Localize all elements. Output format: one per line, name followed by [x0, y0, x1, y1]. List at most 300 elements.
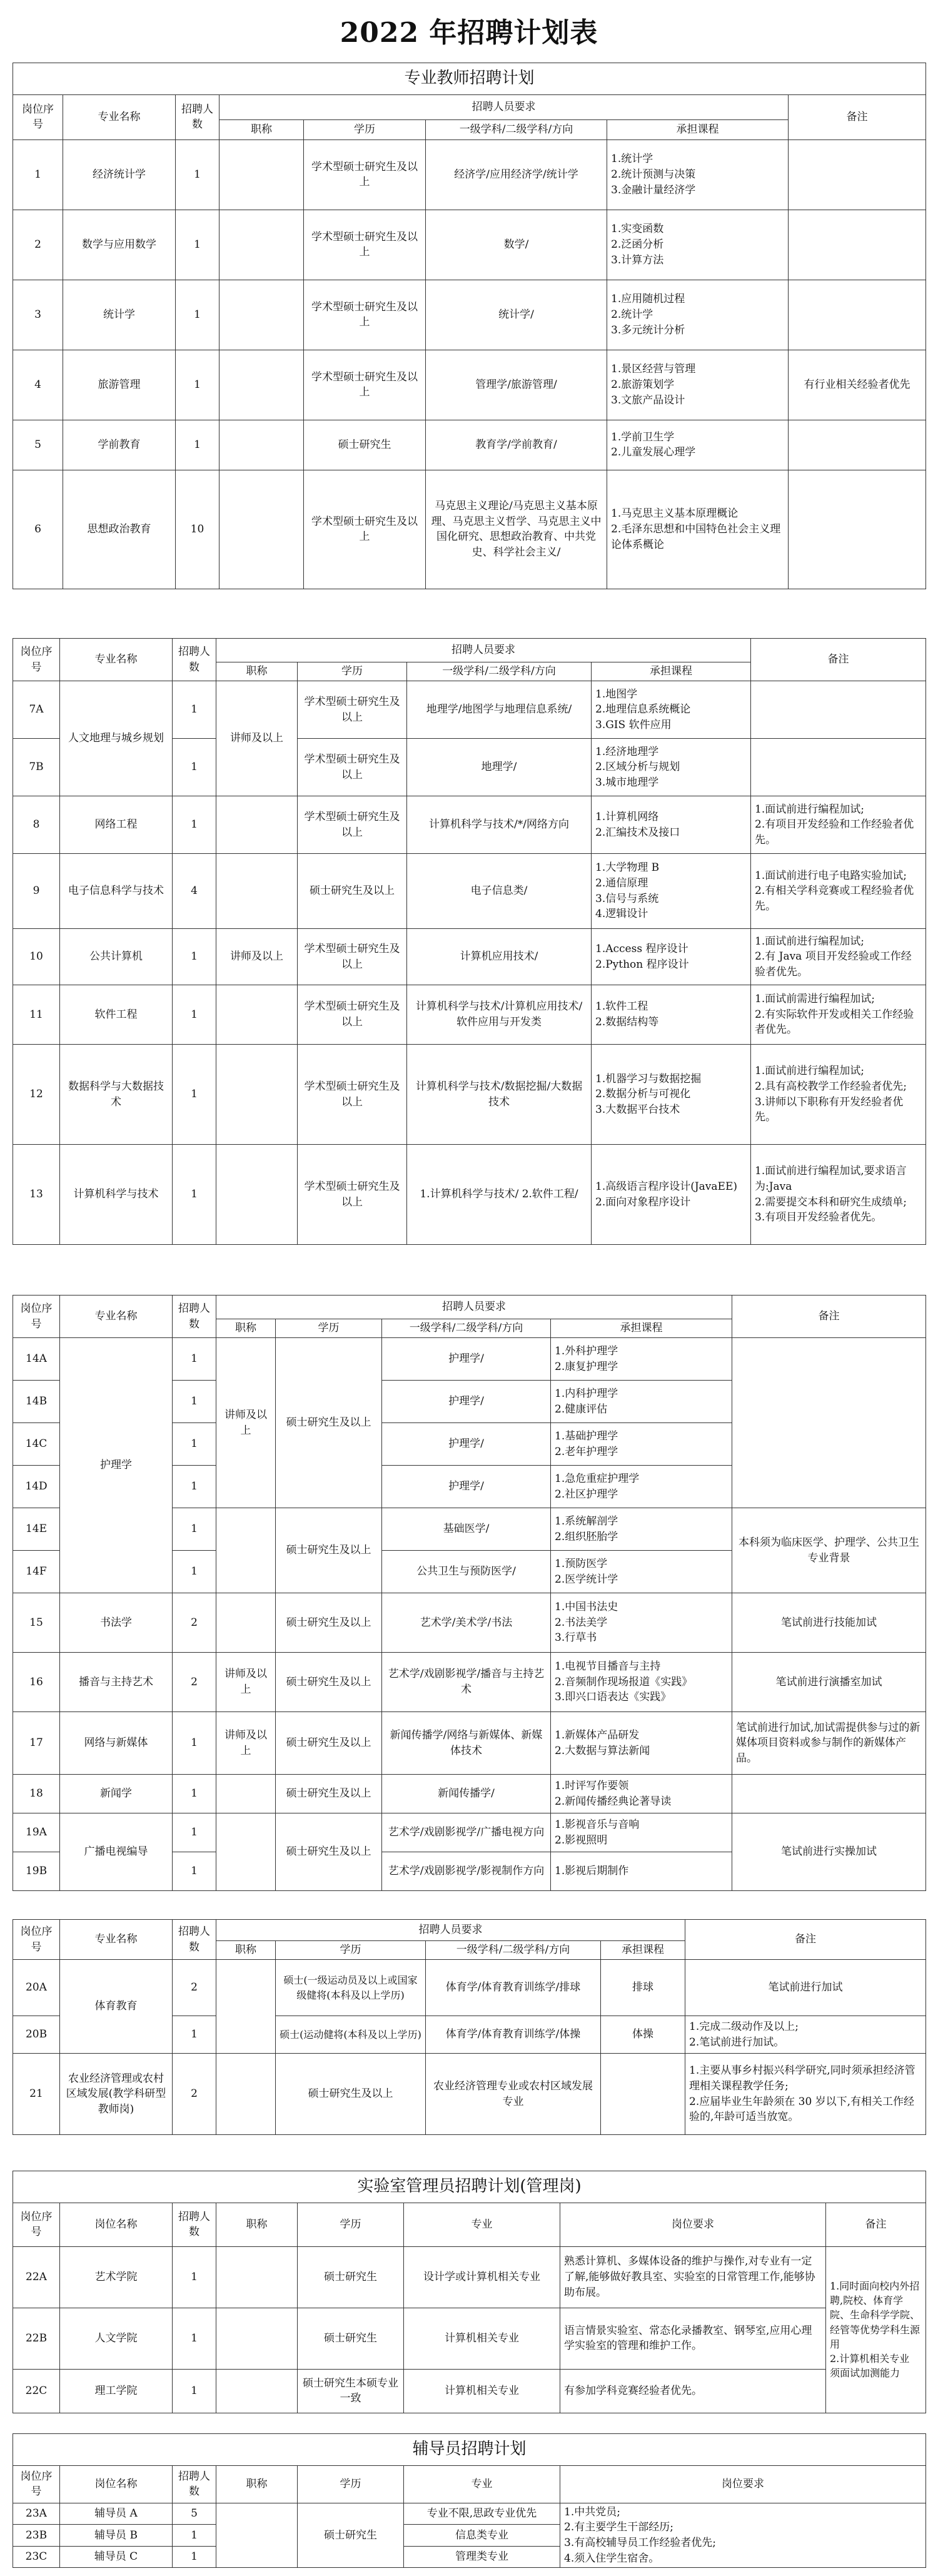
table-row: [13, 1338, 926, 1381]
table-cell: [219, 139, 304, 210]
table-cell: 1: [173, 1466, 216, 1508]
table-cell: 电子信息科学与技术: [60, 854, 173, 929]
table-cell: [551, 1852, 732, 1891]
table-cell: [751, 681, 926, 739]
column-header: 招聘人员要求: [216, 1296, 732, 1319]
table-row: [13, 1813, 926, 1852]
table-cell: [551, 1653, 732, 1712]
column-header: 岗位序号: [13, 2203, 60, 2246]
table-cell: 数学/: [426, 210, 607, 280]
table-cell: 硕士(运动健将(本科及以上学历): [276, 2016, 426, 2054]
table-cell: 硕士研究生及以上: [276, 1508, 382, 1593]
column-header: 专业: [404, 2203, 560, 2246]
table-cell: 硕士(一级运动员及以上或国家级健将(本科及以上学历): [276, 1960, 426, 2016]
table-cell: 笔试前进行演播室加试: [732, 1653, 926, 1712]
table-cell: 计算机应用技术/: [407, 929, 592, 985]
table-cell: 新闻传播学/: [382, 1775, 551, 1813]
table-cell: [592, 854, 751, 929]
table-cell: 排球: [601, 1960, 685, 2016]
column-header: 招聘人数: [173, 2465, 216, 2503]
column-header: 专业名称: [60, 1296, 173, 1338]
table-cell: 护理学/: [382, 1466, 551, 1508]
table-teacher-plan-3: [13, 1295, 926, 1891]
table-cell: 14C: [13, 1423, 60, 1466]
table-caption: 辅导员招聘计划: [13, 2434, 926, 2466]
table-cell: 1: [173, 1712, 216, 1775]
table-cell: [732, 1338, 926, 1508]
table-counselor-plan: [13, 2433, 926, 2568]
table-row: [13, 2171, 926, 2203]
column-header: 一级学科/二级学科/方向: [407, 662, 592, 681]
table-cell: 体育学/体育教育训练学/排球: [426, 1960, 601, 2016]
table-cell: 1: [173, 1338, 216, 1381]
table-cell: 管理类专业: [404, 2546, 560, 2568]
column-header: 学历: [298, 2465, 404, 2503]
list-item: 2.Python 程序设计: [595, 958, 689, 971]
list-item: 2.社区护理学: [555, 1488, 618, 1501]
table-row: [13, 1775, 926, 1813]
table-cell: [592, 796, 751, 854]
table-cell: 2: [173, 1653, 216, 1712]
table-cell: 思想政治教育: [63, 470, 176, 589]
table-cell: 公共卫生与预防医学/: [382, 1551, 551, 1593]
list-item: 1.面试前需进行编程加试;: [755, 993, 875, 1006]
list-item: 1.面试前进行编程加试;: [755, 803, 864, 816]
table-cell: 人文学院: [60, 2308, 173, 2369]
header-rank: 职称: [219, 119, 304, 139]
table-cell: 专业不限,思政专业优先: [404, 2503, 560, 2525]
column-header: 学历: [298, 2203, 404, 2246]
list-item: 2.泛函分析: [611, 238, 664, 251]
list-item: 3.计算方法: [611, 253, 664, 266]
list-item: 1.学前卫生学: [611, 430, 675, 444]
table-cell: 1: [173, 2016, 216, 2054]
table-cell: [751, 854, 926, 929]
table-cell: [216, 854, 298, 929]
table-cell: 1: [173, 929, 216, 985]
list-item: 1.面试前进行编程加试,要求语言为:Java: [755, 1165, 907, 1193]
table-cell: 硕士研究生本硕专业一致: [298, 2369, 404, 2413]
table-cell: 笔试前进行技能加试: [732, 1593, 926, 1653]
table-row: [13, 139, 926, 210]
table-cell: 学术型硕士研究生及以上: [298, 739, 407, 796]
table-cell: [219, 350, 304, 420]
table-cell: 硕士研究生: [304, 420, 426, 470]
table-row: [13, 2503, 926, 2525]
table-cell: 硕士研究生: [298, 2246, 404, 2308]
table-cell: [607, 350, 789, 420]
table-cell: 学术型硕士研究生及以上: [304, 139, 426, 210]
table-cell: [607, 470, 789, 589]
table-cell: 讲师及以上: [216, 929, 298, 985]
table-cell: 网络与新媒体: [60, 1712, 173, 1775]
table-cell: 本科须为临床医学、护理学、公共卫生专业背景: [732, 1508, 926, 1593]
table-row: [13, 2369, 926, 2413]
table-cell: [216, 2308, 298, 2369]
list-item: 2.医学统计学: [555, 1573, 618, 1586]
column-header: 岗位序号: [13, 2465, 60, 2503]
table-cell: 学术型硕士研究生及以上: [298, 1145, 407, 1245]
table-row: [13, 796, 926, 854]
list-item: 3.有高校辅导员工作经验者优先;: [564, 2536, 716, 2549]
table-cell: 硕士研究生及以上: [276, 2054, 426, 2135]
column-header: 岗位要求: [560, 2465, 926, 2503]
table-cell: 14A: [13, 1338, 60, 1381]
list-item: 1.地图学: [595, 687, 638, 701]
table-cell: 学术型硕士研究生及以上: [304, 280, 426, 350]
table-cell: 22B: [13, 2308, 60, 2369]
table-cell: 体操: [601, 2016, 685, 2054]
table-row: [13, 420, 926, 470]
list-item: 2.健康评估: [555, 1402, 608, 1416]
list-item: 1.统计学: [611, 153, 653, 166]
table-cell: 体育学/体育教育训练学/体操: [426, 2016, 601, 2054]
table-cell: 2: [173, 1960, 216, 2016]
table-cell: [551, 1813, 732, 1852]
table-cell: 护理学/: [382, 1381, 551, 1423]
list-item: 3.行草书: [555, 1631, 597, 1645]
table-cell: 地理学/地图学与地理信息系统/: [407, 681, 592, 739]
table-cell: 经济统计学: [63, 139, 176, 210]
table-cell: 统计学/: [426, 280, 607, 350]
table-cell: [551, 1508, 732, 1551]
table-cell: [216, 1813, 276, 1891]
list-item: 1.影视音乐与音响: [555, 1818, 640, 1831]
list-item: 1.新媒体产品研发: [555, 1728, 640, 1742]
list-item: 1.系统解剖学: [555, 1514, 618, 1528]
table-cell: 1: [176, 420, 219, 470]
table-cell: 21: [13, 2054, 60, 2135]
table-cell: 计算机相关专业: [404, 2308, 560, 2369]
table-cell: 6: [13, 470, 63, 589]
table-cell: 学术型硕士研究生及以上: [298, 1045, 407, 1145]
table-cell: 2: [13, 210, 63, 280]
list-item: 2.有相关学科竞赛或工程经验者优先。: [755, 885, 914, 913]
table-cell: [551, 1775, 732, 1813]
table-cell: [592, 985, 751, 1045]
table-row: [13, 1920, 926, 1941]
table-row: [13, 1653, 926, 1712]
table-row: [13, 350, 926, 420]
table-cell: 计算机科学与技术/数据挖掘/大数据技术: [407, 1045, 592, 1145]
list-item: 须面试加测能力: [830, 2367, 900, 2380]
column-header: 备注: [826, 2203, 926, 2246]
list-item: 2.康复护理学: [555, 1360, 618, 1373]
table-cell: 19A: [13, 1813, 60, 1852]
table-cell: [219, 420, 304, 470]
table-cell: 辅导员 A: [60, 2503, 173, 2525]
table-cell: 1: [173, 2369, 216, 2413]
column-header: 专业名称: [60, 639, 173, 681]
table-cell: 设计学或计算机相关专业: [404, 2246, 560, 2308]
table-cell: [551, 1381, 732, 1423]
table-cell: 有参加学科竞赛经验者优先。: [560, 2369, 826, 2413]
document-title: 2022 年招聘计划表: [340, 17, 598, 49]
table-cell: 电子信息类/: [407, 854, 592, 929]
column-header: 专业: [404, 2465, 560, 2503]
table-cell: 农业经济管理或农村区域发展(教学科研型教师岗): [60, 2054, 173, 2135]
column-header: 招聘人员要求: [216, 639, 751, 662]
header-note: 备注: [789, 94, 926, 139]
header-major: 专业名称: [63, 94, 176, 139]
table-cell: 讲师及以上: [216, 1338, 276, 1508]
table-cell: 艺术学/戏剧影视学/广播电视方向: [382, 1813, 551, 1852]
list-item: 1.基础护理学: [555, 1429, 618, 1443]
list-item: 1.中国书法史: [555, 1601, 618, 1614]
table-cell: [219, 470, 304, 589]
table-cell: [592, 1145, 751, 1245]
table-cell: 硕士研究生: [298, 2308, 404, 2369]
column-header: 职称: [216, 2203, 298, 2246]
header-disc: 一级学科/二级学科/方向: [426, 119, 607, 139]
table-cell: 1: [173, 1508, 216, 1551]
table-cell: 16: [13, 1653, 60, 1712]
table-cell: 15: [13, 1593, 60, 1653]
table-cell: [592, 929, 751, 985]
table-cell: 13: [13, 1145, 60, 1245]
table-teacher-plan-4: [13, 1919, 926, 2135]
list-item: 1.急危重症护理学: [555, 1472, 640, 1485]
table-cell: 经济学/应用经济学/统计学: [426, 139, 607, 210]
list-item: 1.中共党员;: [564, 2505, 620, 2518]
list-item: 3.讲师以下职称有开发经验者优先。: [755, 1095, 904, 1124]
list-item: 2.儿童发展心理学: [611, 446, 696, 459]
table-cell: 20A: [13, 1960, 60, 2016]
table-cell: [607, 280, 789, 350]
table-row: [13, 1145, 926, 1245]
table-row: [13, 2465, 926, 2503]
table-cell: 数据科学与大数据技术: [60, 1045, 173, 1145]
column-header: 备注: [685, 1920, 926, 1960]
table-cell: 马克思主义理论/马克思主义基本原理、马克思主义哲学、马克思主义中国化研究、思想政治教育、中共党史、科学社会主义/: [426, 470, 607, 589]
table-cell: [592, 1045, 751, 1145]
table-cell: 硕士研究生及以上: [276, 1775, 382, 1813]
table-cell: 8: [13, 796, 60, 854]
column-header: 招聘人数: [173, 2203, 216, 2246]
list-item: 2.汇编技术及接口: [595, 826, 680, 839]
table-cell: 艺术学院: [60, 2246, 173, 2308]
table-cell: 14F: [13, 1551, 60, 1593]
table-row: [13, 854, 926, 929]
column-header: 学历: [276, 1319, 382, 1338]
list-item: 3.GIS 软件应用: [595, 718, 672, 731]
table-row: [13, 985, 926, 1045]
table-lab-admin-plan: [13, 2171, 926, 2413]
list-item: 2.有实际软件开发或相关工作经验者优先。: [755, 1008, 914, 1037]
list-item: 1.完成二级动作及以上;: [689, 2020, 799, 2033]
table-cell: 熟悉计算机、多媒体设备的维护与操作,对专业有一定了解,能够做好教具室、实验室的日常管理工作,能够协助布展。: [560, 2246, 826, 2308]
table-cell: [607, 210, 789, 280]
table-cell: 护理学/: [382, 1338, 551, 1381]
table-cell: 20B: [13, 2016, 60, 2054]
table-cell: 12: [13, 1045, 60, 1145]
table-row: [13, 94, 926, 119]
list-item: 2.应届毕业生年龄须在 30 岁以下,有相关工作经验的,年龄可适当放宽。: [689, 2095, 915, 2124]
list-item: 1.应用随机过程: [611, 293, 685, 306]
table-cell: 硕士研究生及以上: [276, 1338, 382, 1508]
column-header: 备注: [732, 1296, 926, 1338]
column-header: 岗位序号: [13, 1920, 60, 1960]
table-cell: 学术型硕士研究生及以上: [304, 210, 426, 280]
table-cell: [607, 139, 789, 210]
column-header: 招聘人数: [173, 1920, 216, 1960]
table-cell: 体育教育: [60, 1960, 173, 2054]
table-cell: 7A: [13, 681, 60, 739]
table-cell: 1: [173, 1045, 216, 1145]
table-cell: [826, 2246, 926, 2413]
table-cell: 学术型硕士研究生及以上: [304, 350, 426, 420]
list-item: 1.高级语言程序设计(JavaEE): [595, 1180, 737, 1193]
table-cell: 18: [13, 1775, 60, 1813]
table-cell: 讲师及以上: [216, 1712, 276, 1775]
table-cell: [216, 1508, 276, 1593]
list-item: 1.预防医学: [555, 1557, 608, 1570]
table-row: [13, 1593, 926, 1653]
table-cell: 旅游管理: [63, 350, 176, 420]
table-cell: [601, 2054, 685, 2135]
table-cell: 信息类专业: [404, 2525, 560, 2547]
table-cell: [216, 1775, 276, 1813]
table-cell: [219, 280, 304, 350]
table-cell: [216, 2369, 298, 2413]
table-cell: 艺术学/美术学/书法: [382, 1593, 551, 1653]
list-item: 1.Access 程序设计: [595, 942, 688, 955]
table-cell: [751, 1045, 926, 1145]
list-item: 1.实变函数: [611, 223, 664, 236]
table-row: [13, 1960, 926, 2016]
list-item: 2.书法美学: [555, 1616, 608, 1629]
table-cell: 23C: [13, 2546, 60, 2568]
table-cell: 笔试前进行加试,加试需提供参与过的新媒体项目资料或参与制作的新媒体产品。: [732, 1712, 926, 1775]
table-cell: [732, 1775, 926, 1813]
table-cell: 书法学: [60, 1593, 173, 1653]
list-item: 1.主要从事乡村振兴科学研究,同时须承担经济管理相关课程教学任务;: [689, 2064, 915, 2092]
table-cell: 笔试前进行实操加试: [732, 1813, 926, 1891]
table-cell: 4: [13, 350, 63, 420]
table-cell: 艺术学/戏剧影视学/影视制作方向: [382, 1852, 551, 1891]
list-item: 1.影视后期制作: [555, 1865, 629, 1878]
list-item: 2.老年护理学: [555, 1445, 618, 1458]
list-item: 2.组织胚胎学: [555, 1530, 618, 1543]
table-cell: 5: [13, 420, 63, 470]
table-cell: 基础医学/: [382, 1508, 551, 1551]
list-item: 3.金融计量经济学: [611, 183, 696, 196]
column-header: 一级学科/二级学科/方向: [426, 1941, 601, 1960]
list-item: 2.新闻传播经典论著导读: [555, 1795, 672, 1808]
list-item: 2.有主要学生干部经历;: [564, 2521, 673, 2534]
table-cell: 有行业相关经验者优先: [789, 350, 926, 420]
table-cell: 1: [176, 139, 219, 210]
table-cell: [789, 139, 926, 210]
column-header: 备注: [751, 639, 926, 681]
table-cell: 学术型硕士研究生及以上: [298, 681, 407, 739]
table-cell: 讲师及以上: [216, 681, 298, 796]
list-item: 2.需要提交本科和研究生成绩单;: [755, 1195, 907, 1209]
list-item: 1.软件工程: [595, 1000, 648, 1013]
column-header: 学历: [298, 662, 407, 681]
table-cell: 1: [176, 210, 219, 280]
list-item: 1.马克思主义基本原理概论: [611, 507, 739, 520]
list-item: 2.统计预测与决策: [611, 168, 696, 181]
table-cell: 艺术学/戏剧影视学/播音与主持艺术: [382, 1653, 551, 1712]
list-item: 1.内科护理学: [555, 1387, 618, 1400]
table-cell: 1: [173, 681, 216, 739]
table-cell: [551, 1338, 732, 1381]
table-cell: 广播电视编导: [60, 1813, 173, 1891]
table-cell: 1: [173, 1551, 216, 1593]
table-cell: 护理学: [60, 1338, 173, 1593]
table-row: [13, 280, 926, 350]
table-cell: 软件工程: [60, 985, 173, 1045]
table-cell: 硕士研究生及以上: [298, 854, 407, 929]
table-teacher-plan: [13, 63, 926, 589]
table-cell: 3: [13, 280, 63, 350]
column-header: 岗位序号: [13, 639, 60, 681]
table-row: [13, 681, 926, 739]
column-header: 岗位序号: [13, 1296, 60, 1338]
list-item: 3.即兴口语表达《实践》: [555, 1691, 672, 1704]
table-row: [13, 1045, 926, 1145]
table-cell: 1: [173, 2525, 216, 2547]
table-cell: [751, 1145, 926, 1245]
list-item: 2.通信原理: [595, 876, 648, 890]
table-cell: 计算机科学与技术/计算机应用技术/软件应用与开发类: [407, 985, 592, 1045]
table-cell: 1: [173, 1852, 216, 1891]
table-cell: 14E: [13, 1508, 60, 1551]
list-item: 1.大学物理 B: [595, 861, 660, 875]
table-cell: 17: [13, 1712, 60, 1775]
table-row: [13, 2434, 926, 2466]
table-cell: 硕士研究生: [298, 2503, 404, 2568]
table-row: [13, 2246, 926, 2308]
table-cell: 播音与主持艺术: [60, 1653, 173, 1712]
table-cell: [551, 1593, 732, 1653]
table-row: [13, 2054, 926, 2135]
table-cell: 19B: [13, 1852, 60, 1891]
table-cell: 语言情景实验室、常态化录播教室、钢琴室,应用心理学实验室的管理和维护工作。: [560, 2308, 826, 2369]
table-cell: [216, 2054, 276, 2135]
table-cell: 1.计算机科学与技术/ 2.软件工程/: [407, 1145, 592, 1245]
table-cell: 统计学: [63, 280, 176, 350]
table-cell: 1: [173, 1145, 216, 1245]
table-cell: 23A: [13, 2503, 60, 2525]
list-item: 1.电视节目播音与主持: [555, 1660, 661, 1673]
table-row: [13, 63, 926, 95]
list-item: 2.数据分析与可视化: [595, 1088, 691, 1101]
list-item: 3.文旅产品设计: [611, 393, 685, 407]
list-item: 2.有项目开发经验和工作经验者优先。: [755, 818, 914, 846]
table-cell: 11: [13, 985, 60, 1045]
table-cell: [216, 796, 298, 854]
table-cell: 1: [173, 985, 216, 1045]
list-item: 3.信号与系统: [595, 892, 659, 905]
list-item: 2.笔试前进行加试。: [689, 2036, 785, 2049]
table-row: [13, 2308, 926, 2369]
table-cell: 1: [173, 796, 216, 854]
table-cell: 1: [173, 2546, 216, 2568]
list-item: 2.统计学: [611, 308, 653, 321]
table-cell: 1: [176, 280, 219, 350]
table-cell: 人文地理与城乡规划: [60, 681, 173, 796]
table-cell: 22C: [13, 2369, 60, 2413]
table-cell: 网络工程: [60, 796, 173, 854]
table-cell: 1: [173, 2246, 216, 2308]
table-cell: 10: [176, 470, 219, 589]
list-item: 1.时评写作要领: [555, 1779, 629, 1792]
table-row: [13, 929, 926, 985]
table-cell: [789, 210, 926, 280]
list-item: 3.有项目开发经验者优先。: [755, 1211, 882, 1224]
